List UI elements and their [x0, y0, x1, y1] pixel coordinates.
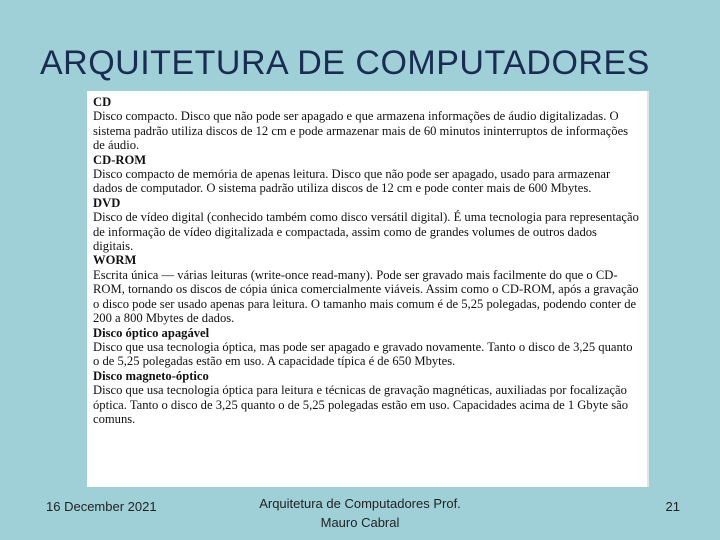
- definition-cd: Disco compacto. Disco que não pode ser apagado e que armazena informações de áudio digitalizadas. O sistema padrão utiliza discos de 12 cm e pode armazenar mais de 60 minutos ininterruptos de informações de áudio.: [93, 109, 629, 153]
- term-erasable-optical: Disco óptico apagável: [93, 325, 210, 340]
- footer-date: 16 December 2021: [46, 499, 157, 514]
- term-dvd: DVD: [93, 195, 121, 210]
- glossary-entry-erasable-optical: [93, 326, 639, 369]
- definition-worm: Escrita única — várias leituras (write-once read-many). Pode ser gravado mais facilmente do que o CD-ROM, tornando os discos de cópia única comercialmente viáveis. Assim como o CD-ROM, após a gravação o disco pode ser usado apenas para leitura. O tamanho mais comum é de 5,25 polegadas, podendo conter de 200 a 800 Mbytes de dados.: [93, 267, 639, 326]
- slide-title: ARQUITETURA DE COMPUTADORES: [40, 44, 650, 82]
- term-worm: WORM: [93, 253, 137, 268]
- term-cd: CD: [93, 95, 112, 109]
- definition-erasable-optical: Disco que usa tecnologia óptica, mas pode ser apagado e gravado novamente. Tanto o disco de 3,25 quanto o de 5,25 polegadas estão em uso. A capacidade típica é de 650 Mbytes.: [93, 339, 633, 369]
- glossary-entry-dvd: [93, 196, 639, 254]
- definition-dvd: Disco de vídeo digital (conhecido também como disco versátil digital). É uma tecnologia para representação de informação de vídeo digitalizada e compactada, assim como de grandes volumes de outros dados digitais.: [93, 210, 639, 254]
- term-magneto-optical: Disco magneto-óptico: [93, 368, 209, 383]
- footer-course-title: Arquitetura de Computadores Prof. Mauro Cabral: [259, 496, 461, 530]
- term-cd-rom: CD-ROM: [93, 152, 147, 167]
- glossary-scan: [87, 91, 649, 487]
- page-number: 21: [665, 499, 680, 514]
- definition-magneto-optical: Disco que usa tecnologia óptica para leitura e técnicas de gravação magnéticas, auxiliadas por focalização óptica. Tanto o disco de 3,25 quanto o de 5,25 polegadas estão em uso. Capacidades acima de 1 Gbyte são comuns.: [93, 383, 629, 426]
- glossary-entry-worm: [93, 253, 639, 325]
- glossary-entry-cd: [93, 95, 639, 153]
- glossary-entry-cd-rom: [93, 153, 639, 196]
- glossary-entry-magneto-optical: [93, 369, 639, 427]
- definition-cd-rom: Disco compacto de memória de apenas leitura. Disco que não pode ser apagado, usado para armazenar dados de computador. O sistema padrão utiliza discos de 12 cm e pode conter mais de 600 Mbytes.: [93, 167, 611, 196]
